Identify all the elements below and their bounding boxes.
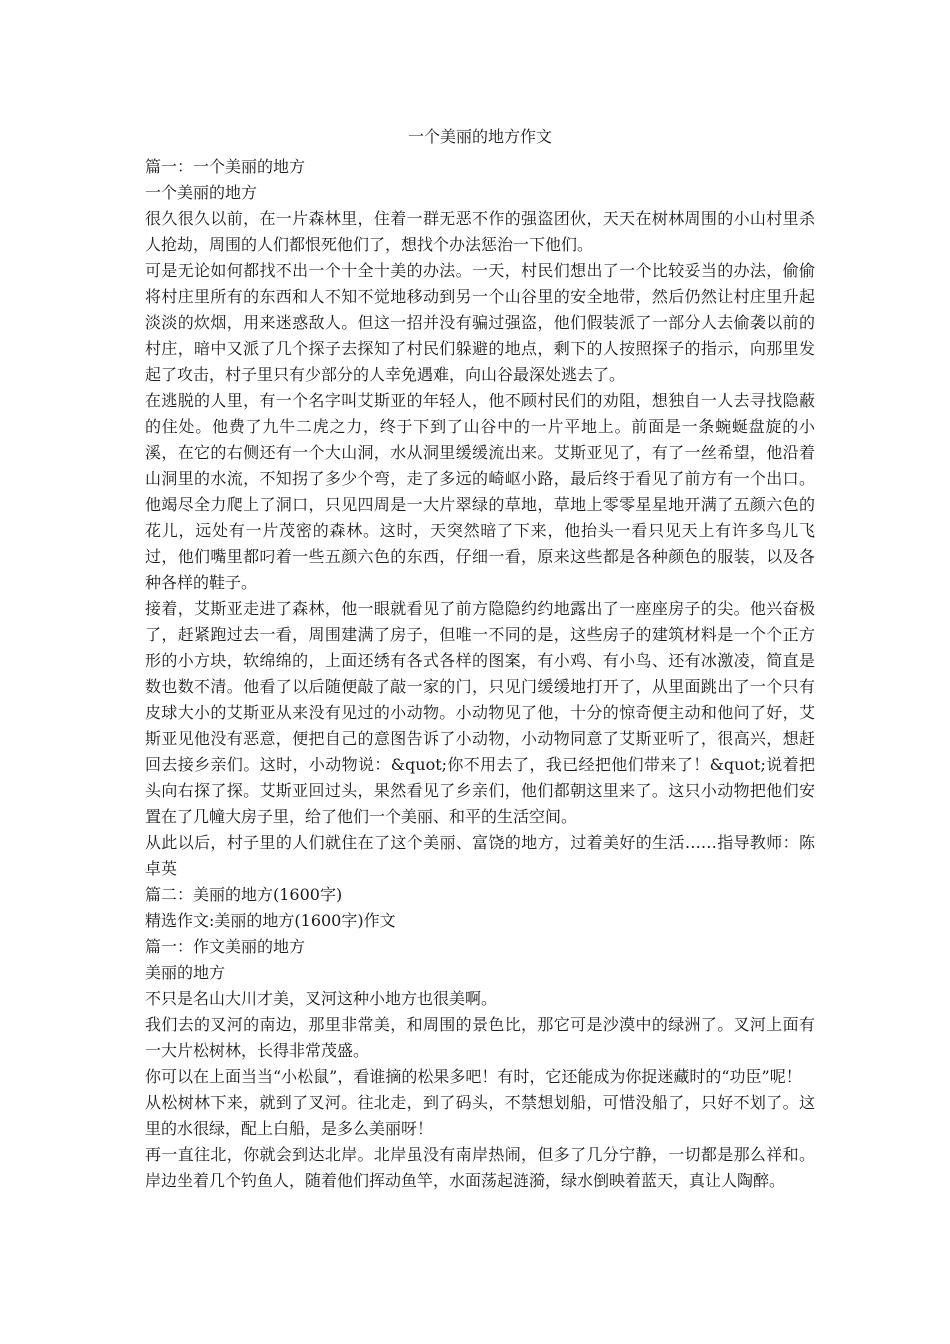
paragraph: 篇一：一个美丽的地方	[145, 157, 306, 176]
paragraph: 再一直往北，你就会到达北岸。北岸虽没有南岸热闹，但多了几分宁静，一切都是那么祥和。岸边坐着几个钓鱼人，随着他们挥动鱼竿，水面荡起涟漪，绿水倒映着蓝天，真让人陶醉。	[145, 1145, 815, 1190]
paragraph: 在逃脱的人里，有一个名字叫艾斯亚的年轻人，他不顾村民们的劝阻，想独自一人去寻找隐蔽的住处。他费了九牛二虎之力，终于下到了山谷中的一片平地上。前面是一条蜿蜒盘旋的小溪，在它的右侧还有一个大山洞，水从洞里缓缓流出来。艾斯亚见了，有了一丝希望，他沿着山洞里的水流，不知拐了多少个弯，走了多远的崎岖小路，最后终于看见了前方有一个出口。他竭尽全力爬上了洞口，只见四周是一大片翠绿的草地，草地上零零星星地开满了五颜六色的花儿，远处有一片茂密的森林。这时，天突然暗了下来，他抬头一看只见天上有许多鸟儿飞过，他们嘴里都叼着一些五颜六色的东西，仔细一看，原来这些都是各种颜色的服装，以及各种各样的鞋子。	[145, 391, 815, 592]
paragraph: 从此以后，村子里的人们就住在了这个美丽、富饶的地方，过着美好的生活……指导教师：陈卓英	[145, 833, 815, 878]
paragraph: 美丽的地方	[145, 963, 226, 982]
paragraph: 可是无论如何都找不出一个十全十美的办法。一天，村民们想出了一个比较妥当的办法，偷偷将村庄里所有的东西和人不知不觉地移动到另一个山谷里的安全地带，然后仍然让村庄里升起淡淡的炊烟，用来迷惑敌人。但这一招并没有骗过强盗，他们假装派了一部分人去偷袭以前的村庄，暗中又派了几个探子去探知了村民们躲避的地点，剩下的人按照探子的指示，向那里发起了攻击，村子里只有少部分的人幸免遇难，向山谷最深处逃去了。	[145, 261, 815, 384]
paragraph: 从松树林下来，就到了叉河。往北走，到了码头，不禁想划船，可惜没船了，只好不划了。这里的水很绿，配上白船，是多么美丽呀！	[145, 1093, 815, 1138]
document-page	[145, 124, 815, 1194]
paragraph: 你可以在上面当当“小松鼠”，看谁摘的松果多吧！有时，它还能成为你捉迷藏时的“功臣”呢！	[145, 1067, 802, 1086]
paragraph: 我们去的叉河的南边，那里非常美，和周围的景色比，那它可是沙漠中的绿洲了。叉河上面有一大片松树林，长得非常茂盛。	[145, 1015, 815, 1060]
document-body	[145, 154, 815, 1194]
paragraph: 篇一：作文美丽的地方	[145, 937, 306, 956]
paragraph: 很久很久以前，在一片森林里，住着一群无恶不作的强盗团伙，天天在树林周围的小山村里杀人抢劫，周围的人们都恨死他们了，想找个办法惩治一下他们。	[145, 209, 815, 254]
paragraph: 一个美丽的地方	[145, 183, 258, 202]
paragraph: 不只是名山大川才美，叉河这种小地方也很美啊。	[145, 989, 498, 1008]
paragraph: 精选作文:美丽的地方(1600字)作文	[145, 911, 396, 930]
paragraph: 接着，艾斯亚走进了森林，他一眼就看见了前方隐隐约约地露出了一座座房子的尖。他兴奋极了，赶紧跑过去一看，周围建满了房子，但唯一不同的是，这些房子的建筑材料是一个个正方形的小方块，软绵绵的，上面还绣有各式各样的图案，有小鸡、有小鸟、还有冰激凌，简直是数也数不清。他看了以后随便敲了敲一家的门，只见门缓缓地打开了，从里面跳出了一个只有皮球大小的艾斯亚从来没有见过的小动物。小动物见了他，十分的惊奇便主动和他问了好，艾斯亚见他没有恶意，便把自己的意图告诉了小动物，小动物同意了艾斯亚听了，很高兴，想赶回去接乡亲们。这时，小动物说：&quot;你不用去了，我已经把他们带来了！&quot;说着把头向右探了探。艾斯亚回过头，果然看见了乡亲们，他们都朝这里来了。这只小动物把他们安置在了几幢大房子里，给了他们一个美丽、和平的生活空间。	[145, 599, 815, 826]
paragraph: 篇二：美丽的地方(1600字)	[145, 885, 343, 904]
document-title: 一个美丽的地方作文	[407, 127, 552, 146]
